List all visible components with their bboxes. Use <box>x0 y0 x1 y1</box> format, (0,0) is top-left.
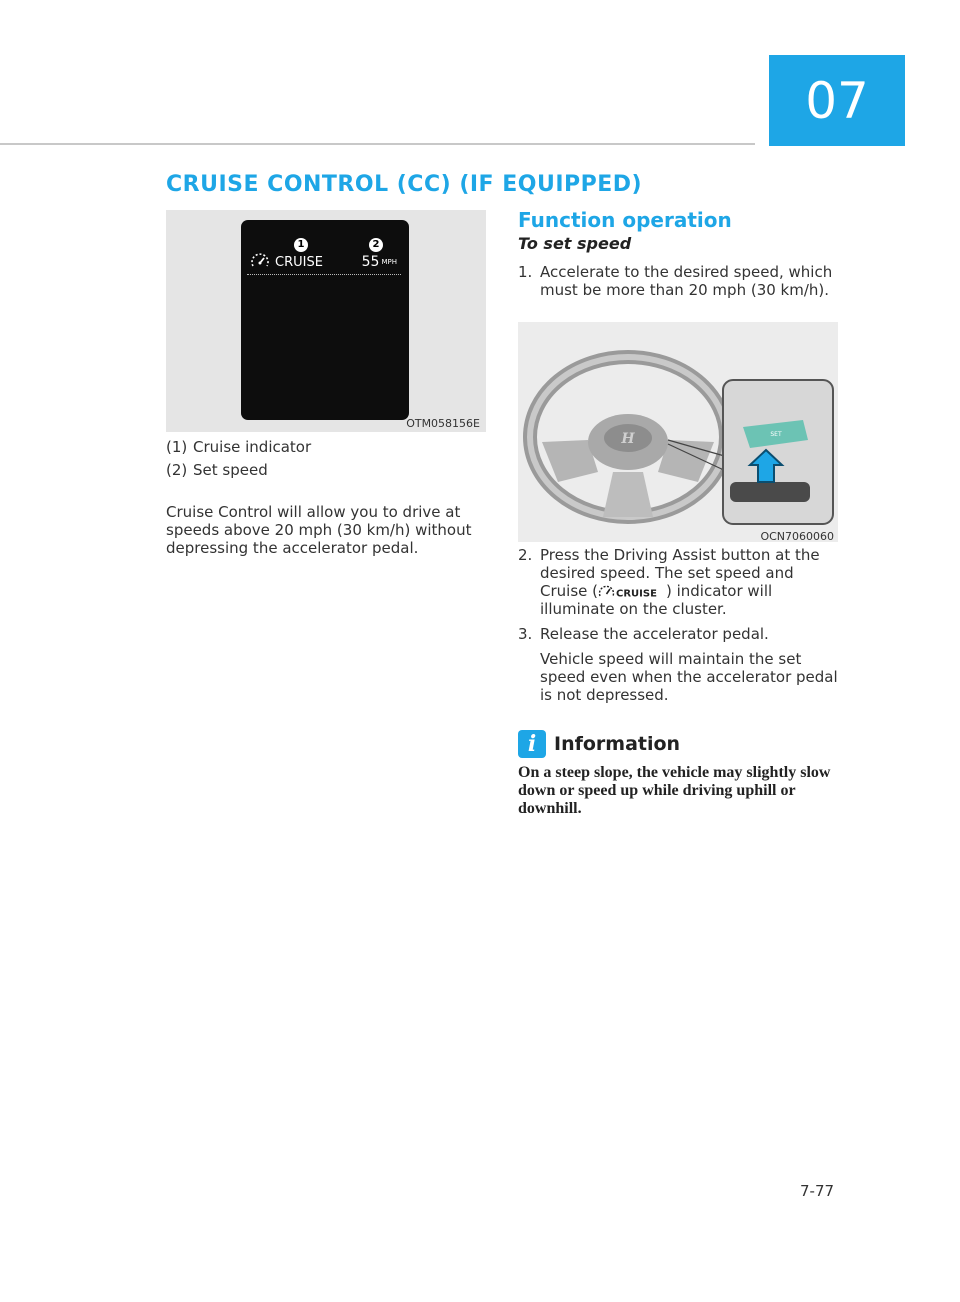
cruise-icon-label: CRUISE <box>615 588 657 599</box>
cruise-label: CRUISE <box>275 254 323 270</box>
speed-unit: MPH <box>381 258 397 266</box>
marker-2: 2 <box>369 238 383 252</box>
legend-num: (1) <box>166 438 188 456</box>
step-text: Release the accelerator pedal. <box>540 625 769 643</box>
step-number: 2. <box>518 546 533 564</box>
intro-paragraph: Cruise Control will allow you to drive at speeds above 20 mph (30 km/h) without depressing the accelerator pedal. <box>166 503 472 557</box>
cruise-indicator-icon <box>598 584 666 600</box>
marker-1: 1 <box>294 238 308 252</box>
legend-item <box>166 438 496 456</box>
steering-wheel-figure <box>518 322 838 542</box>
step-2 <box>518 546 843 618</box>
chapter-tab: 07 <box>769 55 905 146</box>
legend-text: Cruise indicator <box>193 438 312 456</box>
info-icon: i <box>518 730 546 758</box>
legend-text: Set speed <box>193 461 268 479</box>
information-text: On a steep slope, the vehicle may slightly slow down or speed up while driving uphill or downhill. <box>518 764 831 817</box>
set-speed-value: 55 <box>361 254 380 270</box>
svg-text:H: H <box>621 431 635 447</box>
header-rule <box>0 143 755 145</box>
step-3-note: Vehicle speed will maintain the set speed even when the accelerator pedal is not depressed. <box>540 650 838 704</box>
cluster-figure <box>166 210 486 432</box>
step-text-after: ) indicator will illuminate on the cluster. <box>540 582 773 618</box>
step-text-before: Press the Driving Assist button at the desired speed. The set speed and Cruise ( <box>540 546 820 600</box>
step-1 <box>518 263 843 299</box>
sub-heading: To set speed <box>518 234 632 253</box>
step-text <box>540 546 843 618</box>
information-title: Information <box>554 733 681 755</box>
figure-code: OTM058156E <box>406 417 480 430</box>
function-heading: Function operation <box>518 208 732 232</box>
speedometer-icon <box>249 251 271 273</box>
cruise-status-bar <box>247 250 401 275</box>
page-number: 7-77 <box>800 1182 835 1200</box>
legend-item <box>166 461 496 479</box>
steering-wheel-illustration <box>518 322 838 542</box>
legend-num: (2) <box>166 461 188 479</box>
step-number: 1. <box>518 263 533 281</box>
figure-legend <box>166 438 496 484</box>
section-title: CRUISE CONTROL (CC) (IF EQUIPPED) <box>166 172 643 197</box>
figure-code: OCN7060060 <box>760 530 834 542</box>
step-text: Accelerate to the desired speed, which must be more than 20 mph (30 km/h). <box>540 263 833 299</box>
step-3 <box>518 625 843 643</box>
cluster-display <box>241 220 409 420</box>
step-number: 3. <box>518 625 533 643</box>
svg-text:SET: SET <box>770 431 782 438</box>
